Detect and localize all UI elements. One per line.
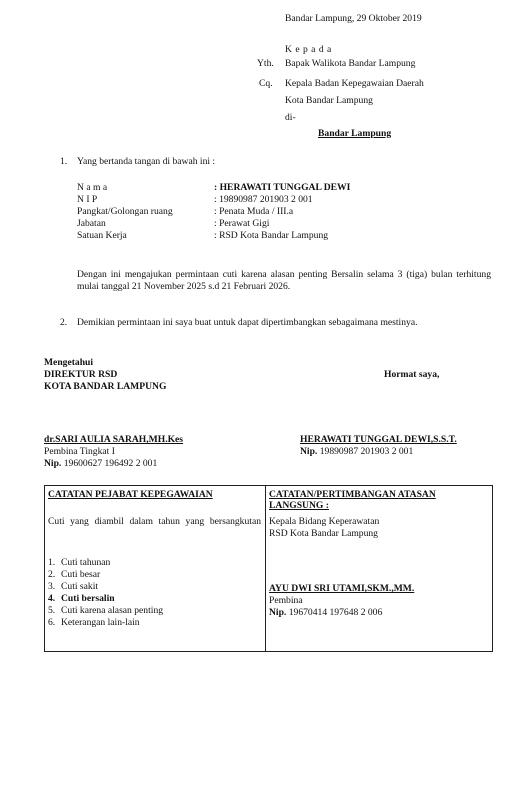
field-label: N a m a: [77, 182, 108, 193]
applicant-nip: [300, 446, 413, 457]
section1-intro: Yang bertanda tangan di bawah ini :: [77, 156, 216, 167]
cq-prefix: Cq.: [259, 78, 273, 89]
director-org: KOTA BANDAR LAMPUNG: [44, 381, 167, 392]
field-value: : RSD Kota Bandar Lampung: [214, 230, 329, 241]
section1-number: 1.: [60, 156, 68, 167]
field-label: Pangkat/Golongan ruang: [77, 206, 173, 217]
destination-city: Bandar Lampung: [318, 128, 392, 139]
letter-date: Bandar Lampung, 29 Oktober 2019: [285, 13, 422, 24]
cq-recipient-line1: Kepala Badan Kepegawaian Daerah: [285, 78, 424, 89]
applicant-nip-label: Nip.: [300, 446, 318, 457]
leave-type-label: Cuti karena alasan penting: [61, 605, 164, 616]
leave-type-number: 3.: [48, 581, 56, 592]
director-title: DIREKTUR RSD: [44, 369, 118, 380]
field-value: : HERAWATI TUNGGAL DEWI: [214, 182, 351, 193]
supervisor-nip: [269, 607, 382, 618]
leave-type-label: Cuti besar: [61, 569, 101, 580]
supervisor-nip-label: Nip.: [269, 607, 287, 618]
acknowledged-label: Mengetahui: [44, 357, 94, 368]
field-label: Satuan Kerja: [77, 230, 127, 241]
director-nip-label: Nip.: [44, 458, 62, 469]
applicant-nip-value: 19890987 201903 2 001: [319, 446, 414, 457]
cq-recipient-line2: Kota Bandar Lampung: [285, 95, 373, 106]
yth-recipient: Bapak Walikota Bandar Lampung: [285, 58, 416, 69]
leave-request-text: Dengan ini mengajukan permintaan cuti karena alasan penting Bersalin selama 3 (tiga) bulan terhitung mulai tanggal 21 November 2025 s.d 21 Februari 2026.: [77, 269, 491, 292]
di-label: di-: [285, 112, 296, 123]
personnel-notes-intro: [48, 516, 261, 528]
supervisor-notes-header-line1: CATATAN/PERTIMBANGAN ATASAN: [269, 489, 436, 500]
personnel-notes-intro-text: Cuti yang diambil dalam tahun yang bersangkutan: [48, 516, 261, 527]
leave-type-number: 6.: [48, 617, 56, 628]
notes-table: [44, 485, 493, 652]
leave-type-number: 1.: [48, 557, 56, 568]
director-nip: [44, 458, 157, 469]
field-label: Jabatan: [77, 218, 106, 229]
leave-type-number: 2.: [48, 569, 56, 580]
supervisor-role-line2: RSD Kota Bandar Lampung: [269, 528, 378, 539]
leave-type-label: Cuti tahunan: [61, 557, 111, 568]
director-rank: Pembina Tingkat I: [44, 446, 115, 457]
leave-type-number: 4.: [48, 593, 56, 604]
field-label: N I P: [77, 194, 98, 205]
leave-type-number: 5.: [48, 605, 56, 616]
field-value: : 19890987 201903 2 001: [214, 194, 313, 205]
field-value: : Perawat Gigi: [214, 218, 270, 229]
leave-type-label: Keterangan lain-lain: [61, 617, 140, 628]
supervisor-role-line1: Kepala Bidang Keperawatan: [269, 516, 380, 527]
personnel-notes-header: CATATAN PEJABAT KEPEGAWAIAN: [48, 489, 213, 500]
section2-number: 2.: [60, 317, 68, 328]
leave-type-label: Cuti sakit: [61, 581, 99, 592]
supervisor-notes-header-line2: LANGSUNG :: [269, 500, 329, 511]
supervisor-notes-cell: [266, 486, 493, 652]
supervisor-name: AYU DWI SRI UTAMI,SKM.,MM.: [269, 583, 415, 594]
director-name: dr.SARI AULIA SARAH,MH.Kes: [44, 434, 184, 445]
yth-prefix: Yth.: [257, 58, 274, 69]
leave-type-label: Cuti bersalin: [61, 593, 115, 604]
personnel-notes-cell: [45, 486, 266, 652]
director-nip-value: 19600627 196492 2 001: [63, 458, 158, 469]
section2-text: Demikian permintaan ini saya buat untuk dapat dipertimbangkan sebagaimana mestinya.: [77, 317, 418, 328]
closing-greeting: Hormat saya,: [384, 369, 440, 380]
kepada-label: K e p a d a: [285, 44, 332, 55]
field-value: : Penata Muda / III.a: [214, 206, 294, 217]
supervisor-nip-value: 19670414 197648 2 006: [288, 607, 383, 618]
supervisor-rank: Pembina: [269, 595, 303, 606]
applicant-name: HERAWATI TUNGGAL DEWI,S.S.T.: [300, 434, 457, 445]
